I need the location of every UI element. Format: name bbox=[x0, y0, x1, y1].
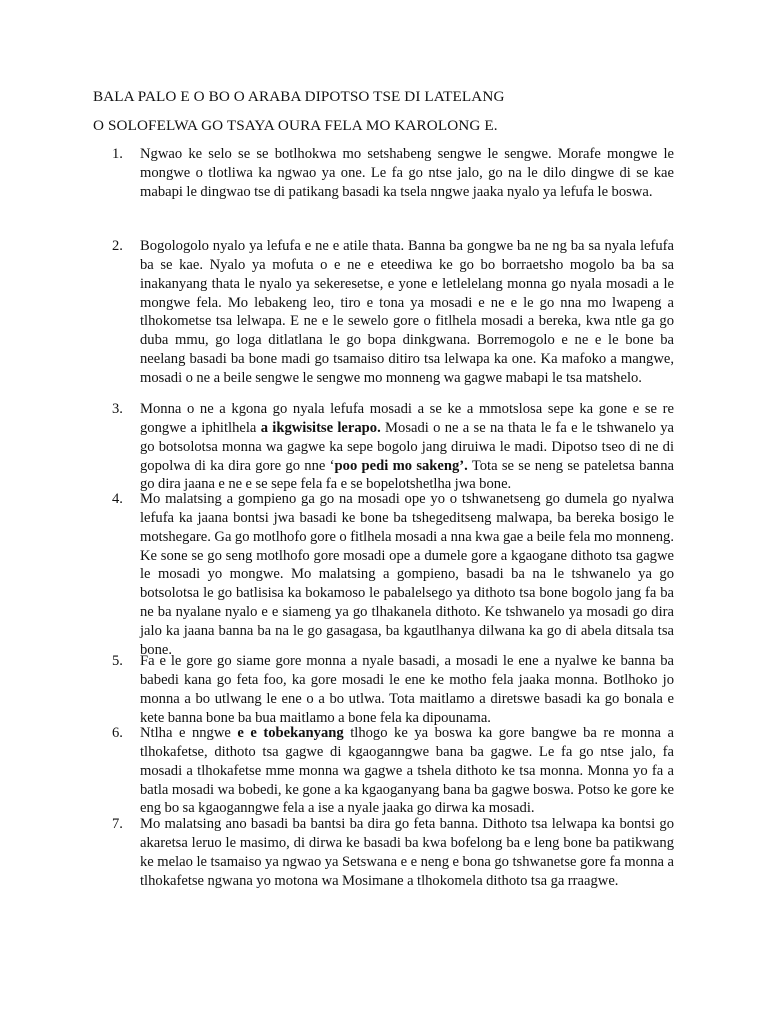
item-paragraph bbox=[140, 815, 674, 890]
page-heading-instruction: BALA PALO E O BO O ARABA DIPOTSO TSE DI LATELANG bbox=[93, 88, 505, 105]
item-number: 3. bbox=[112, 401, 123, 417]
paragraph-text: Mo malatsing a gompieno ga go na mosadi ope yo o tshwanetseng go dumela go nyalwa lefufa ka jaana bontsi jwa basadi ke bone ba tshegeditseng malwapa, ba bereka bosigo le motshegare. Ga go motlhofo gore o fitlhela mosadi a nna kwa gae a beile fela mo monneng. Ke sone se go seng motlhofo gore mosadi ope a dumele gore a kgaogane dithoto tsa gagwe le mosadi yo mongwe. Mo malatsing a gompieno, basadi ba na le tshwanelo ya go botsolotsa le go batlisisa ka bokamoso le pabalelsego ya dithoto tsa bone bogolo jang fa ba ne ba nyalane nyalo e e siameng ya go tlhakanela dithoto. Ke tshwanelo ya mosadi go dira jalo ka jaana banna ba na le go gasagasa, ba kgautlhanya dilwana ka go di abela ditsala tsa bone. bbox=[140, 491, 674, 658]
paragraph-text: Fa e le gore go siame gore monna a nyale basadi, a mosadi le ene a nyalwe ke banna ba babedi kana go feta foo, ka gore mosadi le ene ke motho fela jaaka monna. Botlhoko jo monna a bo utlwang le ene o a bo utlwa. Tota maitlamo a diretswe basadi ka go bonala e kete banna bone ba bua maitlamo a bone fela ka dipounama. bbox=[140, 653, 674, 726]
paragraph-text: Bogologolo nyalo ya lefufa e ne e atile thata. Banna ba gongwe ba ne ng ba sa nyala lefufa ba se kae. Nyalo ya mofuta o e ne e eteediwa ke go bo borraetsho mogolo ba ba sa inakanyang thata le nyalo ya sekeresetse, e yone e letlelelang monna go nyala mosadi a le mongwe fela. Mo lebakeng leo, tiro e tona ya mosadi e ne e le go nna mo lwapeng a tlhokometse tsa lelwapa. E ne e le sewelo gore o fitlhela mosadi a bereka, kwa ntle ga go duba mmu, go loga ditlatlana le go bopa dinkgwana. Borremogolo e ne e le bone ba neelang basadi ba bone madi go tsamaiso ditiro tsa lelwapa ka one. Ka mafoko a mangwe, mosadi o ne a beile sengwe le sengwe mo monneng wa gagwe mabapi le tsa matshelo. bbox=[140, 238, 674, 386]
item-number: 1. bbox=[112, 146, 123, 162]
page-heading-time-limit: O SOLOFELWA GO TSAYA OURA FELA MO KAROLONG E. bbox=[93, 117, 498, 134]
paragraph-text: Ntlha e nngwe bbox=[140, 725, 238, 741]
paragraph-text: Mo malatsing ano basadi ba bantsi ba dira go feta banna. Dithoto tsa lelwapa ka bontsi go akaretsa leruo le masimo, di dirwa ke basadi ba kwa bofelong ba e leng bone ba patikwang ke melao le tsamaiso ya ngwao ya Setswana e e neng e bona go tshwanetse gore fa monna a tlhokafetse ngwana yo motona wa Mosimane a tlhokomela dithoto tsa ga rraagwe. bbox=[140, 816, 674, 889]
item-paragraph bbox=[140, 145, 674, 202]
emphasized-phrase: a ikgwisitse lerapo. bbox=[260, 419, 381, 436]
emphasized-phrase: poo pedi mo sakeng’. bbox=[334, 457, 468, 474]
item-paragraph bbox=[140, 652, 674, 727]
paragraph-text: Mosadi o ne a se na thata le fa e le tshwanelo ya go botsolotsa monna wa gagwe ka sepe bogolo jang diruiwa le madi. Dipotso tseo di ne di gopolwa di ka dira gore go nne ‘ bbox=[140, 419, 674, 474]
emphasized-phrase: e e tobekanyang bbox=[237, 725, 344, 741]
item-number: 5. bbox=[112, 653, 123, 669]
paragraph-text: tlhogo ke ya boswa ka gore bangwe ba re monna a tlhokafetse, dithoto tsa gagwe di kgaoganngwe bana ba gagwe. Le fa go ntse jalo, fa mosadi a tlhokafetse mme monna wa gagwe a tshela dithoto ke tsa monna. Monna yo fa a batla mosadi wa bobedi, ke gone a ka kgaoganyang bana ba gagwe boswa. Potso ke gore ke eng bo sa kgaoganngwe fela a ise a nyale jaaka go dirwa ka mosadi. bbox=[140, 725, 675, 817]
item-paragraph bbox=[140, 237, 674, 388]
item-number: 6. bbox=[112, 725, 123, 741]
item-number: 2. bbox=[112, 238, 123, 254]
item-number: 7. bbox=[112, 816, 123, 832]
paragraph-text: Ngwao ke selo se se botlhokwa mo setshabeng sengwe le sengwe. Morafe mongwe le mongwe o tlotliwa ka ngwao ya one. Le fa go ntse jalo, go na le dilo dingwe di se kae mabapi le dingwao tse di patikang basadi ka tsela nngwe jaaka nyalo ya lefufa le boswa. bbox=[140, 146, 674, 200]
item-paragraph bbox=[140, 724, 674, 818]
paragraph-text: Monna o ne a kgona go nyala lefufa mosadi a se ke a mmotslosa sepe ka gone e se re gongwe a iphitlhela bbox=[140, 401, 674, 436]
paragraph-text: Tota se se neng se pateletsa banna go dira jaana e ne e se sepe fela fa e se bopelotshetlha jwa bone. bbox=[140, 457, 674, 493]
item-paragraph bbox=[140, 490, 674, 660]
item-paragraph bbox=[140, 400, 674, 494]
item-number: 4. bbox=[112, 491, 123, 507]
